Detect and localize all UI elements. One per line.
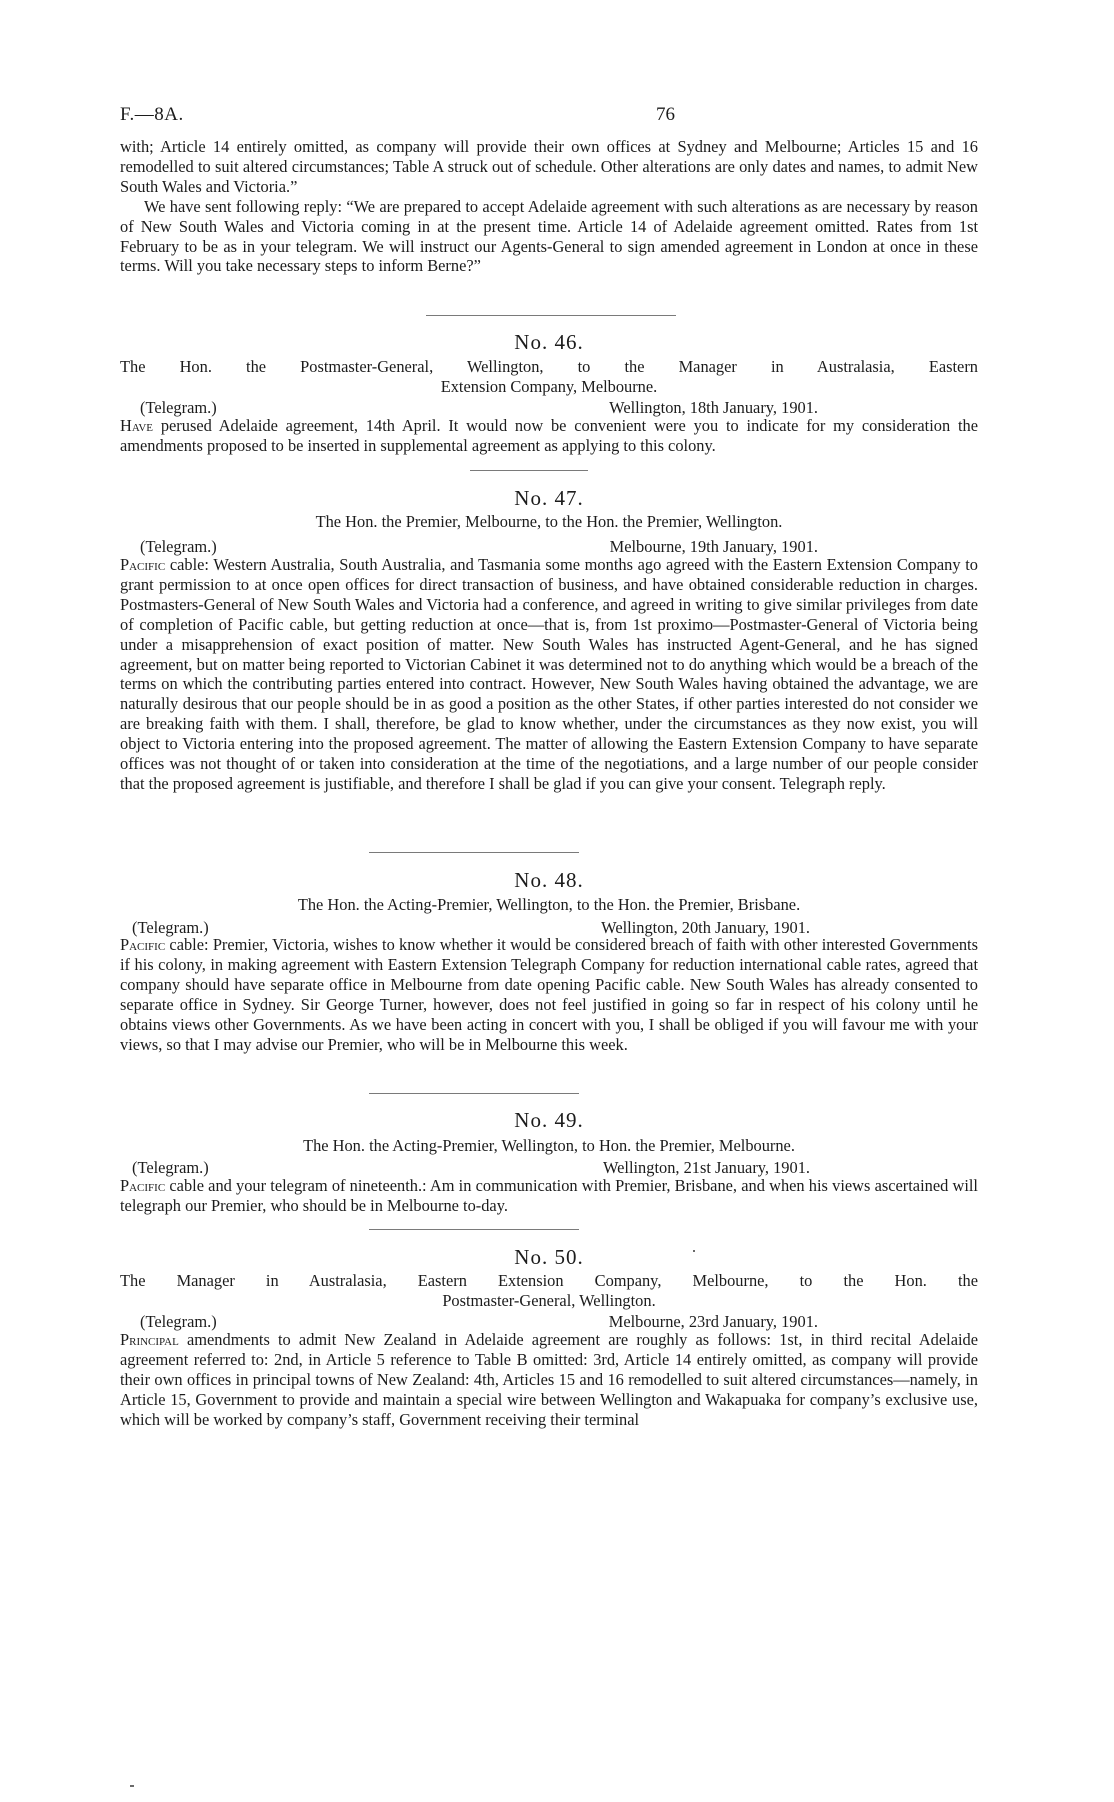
no48-body — [120, 935, 978, 1054]
no49-lead-word: Pacific — [120, 1176, 166, 1195]
section-divider — [426, 315, 676, 316]
no46-address — [120, 357, 978, 397]
no50-heading: No. 50. — [514, 1245, 584, 1269]
section-divider — [369, 852, 579, 853]
no46-address-line1: The Hon. the Postmaster-General, Wellington, to the Manager in Australasia, Eastern — [120, 357, 978, 376]
no50-body — [120, 1330, 978, 1430]
no48-telegram-label: (Telegram.) — [132, 918, 209, 937]
no46-text: perused Adelaide agreement, 14th April. It would now be convenient were you to indicate for my consideration the amendments proposed to be inserted in supplemental agreement as applying to this colony. — [120, 416, 978, 455]
no47-address: The Hon. the Premier, Melbourne, to the Hon. the Premier, Wellington. — [315, 512, 783, 531]
intro-text — [120, 137, 978, 276]
no50-text: amendments to admit New Zealand in Adelaide agreement are roughly as follows: 1st, in third recital Adelaide agreement referred to: 2nd, in Article 5 reference to Table B omitted: 3rd, Article 14 entirely omitted, as company will provide their own offices in principal towns of New Zealand: 4th, Articles 15 and 16 remodelled to suit altered circumstances—namely, in Article 15, Government to provide and maintain a special wire between Wellington and Wakapuaka for company’s exclusive use, which will be worked by company’s staff, Government receiving their terminal — [120, 1330, 978, 1429]
no48-heading: No. 48. — [514, 868, 584, 892]
no50-lead-word: Principal — [120, 1330, 179, 1349]
no49-dateline: Wellington, 21st January, 1901. — [602, 1158, 810, 1177]
no47-heading: No. 47. — [514, 486, 584, 510]
section-divider — [369, 1093, 579, 1094]
no50-address-line2: Postmaster-General, Wellington. — [442, 1291, 656, 1310]
no48-lead-word: Pacific — [120, 935, 166, 954]
no48-dateline: Wellington, 20th January, 1901. — [601, 918, 810, 937]
no49-body — [120, 1176, 978, 1216]
no47-telegram-label: (Telegram.) — [140, 537, 217, 556]
no49-telegram-label: (Telegram.) — [132, 1158, 209, 1177]
no46-body — [120, 416, 978, 456]
no50-address — [120, 1271, 978, 1311]
intro-paragraph-2: We have sent following reply: “We are prepared to accept Adelaide agreement with such alterations as are necessary by reason of New South Wales and Victoria coming in at the present time. Article 14 of Adelaide agreement omitted. Rates from 1st February to be as in your telegram. We will instruct our Agents-General to sign amended agreement in London at once in these terms. Will you take necessary steps to inform Berne?” — [120, 196, 978, 276]
no47-text: cable: Western Australia, South Australia, and Tasmania some months ago agreed with the Eastern Extension Company to grant permission to at once open offices for direct transaction of business, and have obtained considerable reduction in charges. Postmasters-General of New South Wales and Victoria had a conference, and agreed in writing to give similar privileges from date of completion of Pacific cable, but getting reduction at once—that is, from 1st proximo—Postmaster-General of Victoria being under a misapprehension of exact position of matter. New South Wales has instructed Agent-General, and he has signed agreement, but on matter being reported to Victorian Cabinet it was determined not to do anything which would be a breach of the terms on which the contributing parties entered into contract. However, New South Wales having obtained the advantage, we are naturally desirous that our people should be in as good a position as the other States, if other parties interested do not consider we are breaking faith with them. I shall, therefore, be glad to know whether, under the circumstances as they now exist, you will object to Victoria entering into the proposed agreement. The matter of allowing the Eastern Extension Company to have separate offices was not thought of or taken into consideration at the time of the negotiations, and a large number of our people consider that the proposed agreement is justifiable, and therefore I shall be glad if you can give your consent. Telegraph reply. — [120, 555, 978, 793]
no46-telegram-label: (Telegram.) — [140, 398, 217, 417]
no49-address: The Hon. the Acting-Premier, Wellington, to Hon. the Premier, Melbourne. — [303, 1136, 795, 1155]
no46-dateline: Wellington, 18th January, 1901. — [609, 398, 818, 417]
no47-dateline: Melbourne, 19th January, 1901. — [609, 537, 818, 556]
print-mark — [693, 1250, 695, 1252]
page-header — [120, 104, 980, 128]
no46-heading: No. 46. — [514, 330, 584, 354]
no47-body — [120, 555, 978, 794]
document-reference: F.—8A. — [120, 104, 184, 125]
no47-lead-word: Pacific — [120, 555, 166, 574]
no46-address-line2: Extension Company, Melbourne. — [440, 377, 658, 396]
no48-text: cable: Premier, Victoria, wishes to know whether it would be considered breach of faith with other interested Governments if his colony, in making agreement with Eastern Extension Telegraph Company for reduction international cable rates, agreed that company should have separate office in Melbourne from date opening Pacific cable. New South Wales has already consented to separate office in Sydney. Sir George Turner, however, does not feel justified in going so far in respect of his colony until he obtains views other Governments. As we have been acting in concert with you, I shall be obliged if you will favour me with your views, so that I may advise our Premier, who will be in Melbourne this week. — [120, 935, 978, 1054]
section-divider — [369, 1229, 579, 1230]
no49-text: cable and your telegram of nineteenth.: Am in communication with Premier, Brisbane, and when his views ascertained will telegraph our Premier, who should be in Melbourne to-day. — [120, 1176, 978, 1215]
no50-dateline: Melbourne, 23rd January, 1901. — [608, 1312, 818, 1331]
page-number: 76 — [656, 104, 675, 125]
no50-address-line1: The Manager in Australasia, Eastern Extension Company, Melbourne, to the Hon. the — [120, 1271, 978, 1290]
intro-paragraph-1: with; Article 14 entirely omitted, as company will provide their own offices at Sydney and Melbourne; Articles 15 and 16 remodelled to suit altered circumstances; Table A struck out of schedule. Other alterations are only dates and names, to admit New South Wales and Victoria.” — [120, 137, 978, 196]
no49-heading: No. 49. — [514, 1108, 584, 1132]
section-divider — [470, 470, 588, 471]
no48-address: The Hon. the Acting-Premier, Wellington, to the Hon. the Premier, Brisbane. — [297, 895, 801, 914]
print-mark — [130, 1785, 134, 1787]
no46-lead-word: Have — [120, 416, 154, 435]
no50-telegram-label: (Telegram.) — [140, 1312, 217, 1331]
